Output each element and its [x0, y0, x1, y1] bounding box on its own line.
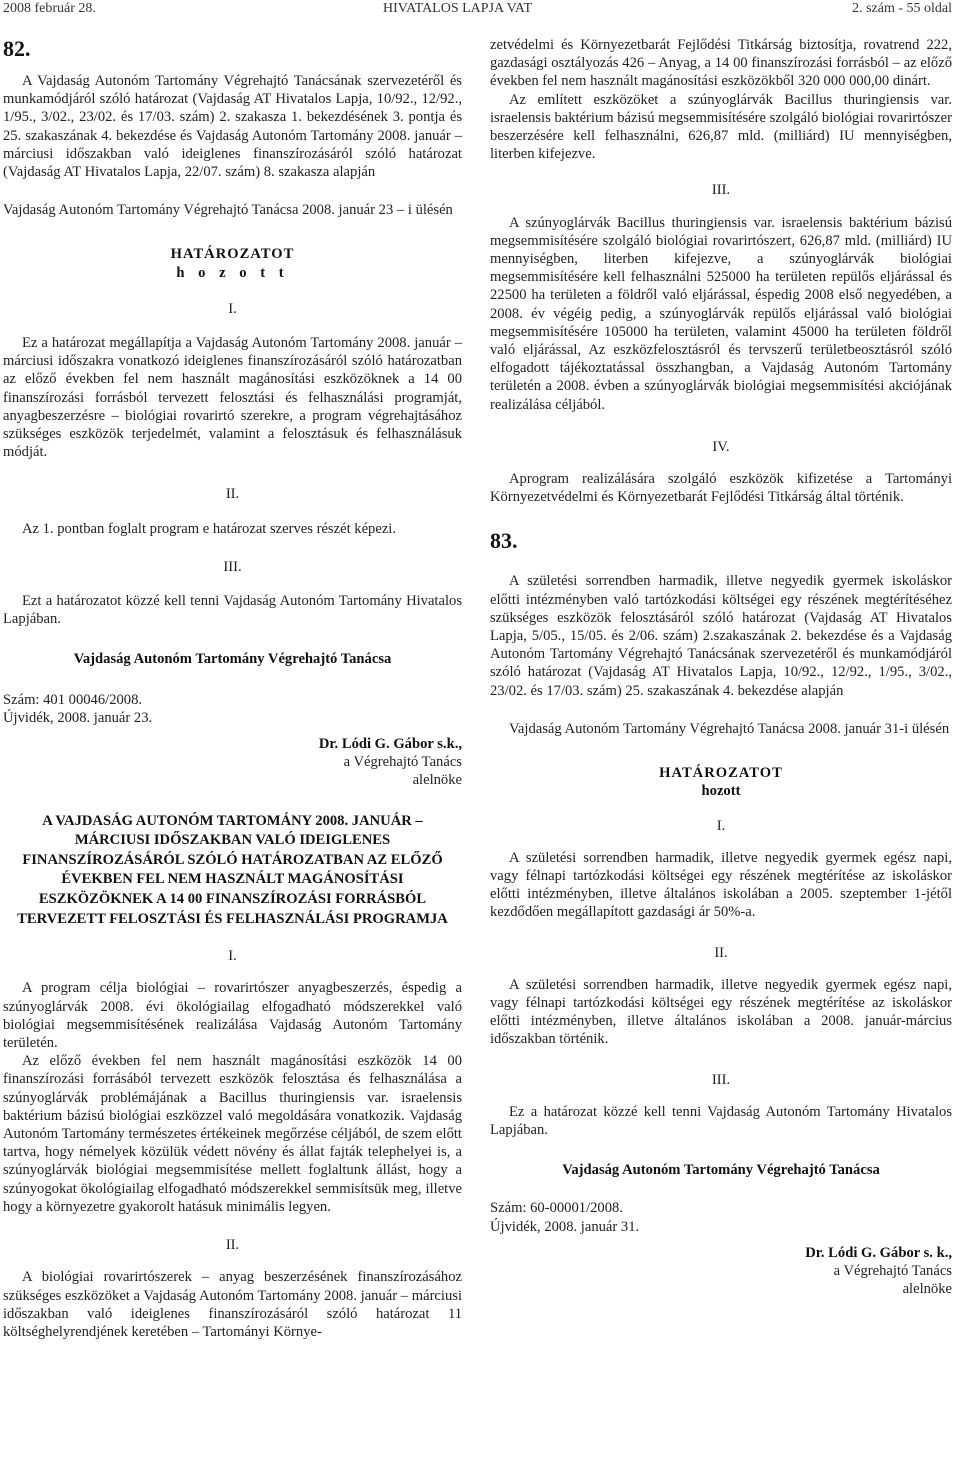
program-title: A VAJDASÁG AUTONÓM TARTOMÁNY 2008. JANUÁR – MÁRCIUSI IDŐSZAKBAN VALÓ IDEIGLENES FINANSZÍROZÁSÁRÓL SZÓLÓ HATÁROZATBAN AZ ELŐZŐ ÉVEKBEN FEL NEM HASZNÁLT MAGÁNOSÍTÁSI ESZKÖZÖKNEK A 14 00 FINANSZÍROZÁSI FORRÁSBÓL TERVEZETT FELOSZTÁSI ÉS FELHASZNÁLÁSI PROGRAMJA — [17, 812, 448, 927]
preamble-83: A születési sorrendben harmadik, illetve negyedik gyermek iskoláskor előtti intézményben való tartózkodási költségei egy részének megtérítéséhez szükséges eszközök felosztásáról szóló határozat (Vajdaság AT Hivatalos Lapja, 5/05., 15/05. és 2/06. szám) 2.szakaszának 2. bekezdése és a Vajdaság Autonóm Tartomány Végrehajtó Tanácsának szervezetéről és munkamódjáról szóló határozat (Vajdaság AT Hivatalos Lapja, 10/92., 12/92., 1/95., 3/02., 23/02. és 17/03. szám) 25. szakaszának 4. bekezdése alapján — [490, 573, 952, 699]
header-page-number: 2. szám - 55 oldal — [852, 1, 952, 16]
section-ii-text-83: A születési sorrendben harmadik, illetve negyedik gyermek egész napi, vagy félnapi tartózkodási költségei egy részének megtérítése az iskoláskor előtti intézményben, illetve általános iskolában a 2008. január-március időszakban történik. — [490, 976, 952, 1048]
signer-name-82: Dr. Lódi G. Gábor s.k., — [318, 736, 462, 753]
signer-role-82: a Végrehajtó Tanács — [343, 754, 462, 771]
program-section-ii: II. — [225, 1237, 240, 1254]
signer-name-83: Dr. Lódi G. Gábor s. k., — [805, 1244, 952, 1261]
section-i-83: I. — [716, 817, 726, 834]
section-i-82: I. — [228, 300, 237, 317]
signer-role2-83: alelnöke — [902, 1281, 952, 1298]
document-number-83: 83. — [490, 528, 518, 554]
decision-title-82: HATÁROZATOT — [170, 246, 295, 263]
section-ii-82: II. — [225, 486, 240, 503]
program-section-iii: III. — [711, 182, 731, 199]
ref-number-82: Szám: 401 00046/2008. — [3, 691, 143, 708]
decision-sub-83: hozott — [701, 783, 741, 800]
program-section-i: I. — [228, 948, 237, 965]
running-header — [0, 0, 960, 22]
section-i-text-82: Ez a határozat megállapítja a Vajdaság Autonóm Tartomány 2008. január – márciusi időszakra vonatkozó ideiglenes finanszírozásáról szóló határozatban az előző években fel nem használt magánosítási eszközöknek a 14 00 finanszírozási forrásból tervezett felosztási és felhasználási programját, anyagbeszerzésre – biológiai rovarirtó szerekre, a program végrehajtásához szükséges eszközök terjedelmét, valamint a felosztásuk és felhasználásuk módját. — [3, 335, 462, 461]
council-name-83: Vajdaság Autonóm Tartomány Végrehajtó Tanácsa — [562, 1162, 880, 1179]
header-journal-title: HIVATALOS LAPJA VAT — [383, 1, 533, 16]
signer-role-83: a Végrehajtó Tanács — [833, 1262, 952, 1279]
program-section-iii-text: A szúnyoglárvák Bacillus thuringiensis var. israelensis baktérium bázisú megsemmisítésére szolgáló biológiai rovarirtószert, 626,87 mld. (milliárd) IU mennyiségben, literben kifejezve, a szúnyoglárvák biológiai megsemmisítésére kell felhasználni 525000 ha területen repülős eljárással és 22500 ha területen a földről való eljárással, éspedig 2008 első negyedében, a 2008. év végéig pedig, a szúnyoglárvák repülős eljárással való biológiai megsemmisítésére 105000 ha területen, valamint 45000 ha területen földről való eljárással, Az eszközfelosztásról és tervszerű területbeosztásról szóló elfogadott tájékoztatással összhangban, a Vajdaság Autonóm Tartomány területén a 2008. évben a szúnyoglárvák biológiai megsemmisítési akciójának realizálása céljából. — [490, 214, 952, 413]
document-number-82: 82. — [3, 36, 31, 61]
preamble-82: A Vajdaság Autonóm Tartomány Végrehajtó Tanácsának szervezetéről és munkamódjáról szóló határozat (Vajdaság AT Hivatalos Lapja, 10/92., 12/92., 1/95., 3/02., 23/02. és 17/03. szám) 2. szakasza 1. bekezdésének 3. pontja és 25. szakaszának 4. bekezdése és Vajdaság Autonóm Tartomány 2008. január – márciusi időszakban való ideiglenes finanszírozásáról szóló határozat (Vajdaság AT Hivatalos Lapja, 22/07. szám) 8. szakasza alapján — [3, 73, 462, 181]
section-ii-83: II. — [714, 944, 728, 961]
ref-number-83: Szám: 60-00001/2008. — [490, 1200, 623, 1217]
program-section-ii-text-continued: zetvédelmi és Környezetbarát Fejlődési Titkárság biztosítja, rovatrend 222, gazdasági osztályozás 426 – Anyag, a 14 00 finanszírozási forrásból – az előző években fel nem használt magánosítási eszközökből 320 000 000,00 dinárt. — [490, 37, 952, 90]
decision-sub-82: h o z o t t — [176, 264, 289, 281]
section-ii-text-82: Az 1. pontban foglalt program e határozat szerves részét képezi. — [22, 520, 397, 537]
program-section-ii-text2: Az említett eszközöket a szúnyoglárvák Bacillus thuringiensis var. israelensis baktérium bázisú megsemmisítésére szolgáló biológiai rovarirtószer beszerzésére kell felhasználni, 626,87 mld. (milliárd) IU mennyiségben, literben kifejezve. — [490, 91, 952, 163]
section-iii-83: III. — [711, 1071, 731, 1088]
right-column — [490, 36, 952, 1298]
program-section-iv-text: Aprogram realizálására szolgáló eszközök kifizetése a Tartományi Környezetvédelmi és Környezetbarát Fejlődési Titkárság által történik. — [490, 471, 952, 506]
section-iii-82: III. — [223, 558, 242, 575]
ref-place-82: Újvidék, 2008. január 23. — [3, 709, 153, 726]
decision-title-83: HATÁROZATOT — [659, 765, 783, 782]
section-i-text-83: A születési sorrendben harmadik, illetve negyedik gyermek egész napi, vagy félnapi tartózkodási költségei egy részének megtérítése az iskoláskor előtti intézményben, illetve általános iskolában a 2005. szeptember 1-jétől kezdődően megállapított gazdasági ár 50%-a. — [490, 849, 952, 921]
program-section-i-text2: Az előző években fel nem használt magánosítási eszközök 14 00 finanszírozási forrásából tervezett eszközök felosztása és felhasználása a szúnyoglárvák problémájának a Bacillus thuringiensis var. israelensis baktérium bázisú biológiai eszközzel való megoldására vonatkozik. Vajdaság Autonóm Tartomány természetes értékeinek megőrzése céljából, de szem előtt tartva, hogy némelyek közülük védett növény és állat fajták telephelyei is, a szúnyoglárvák biológiai megsemmisítése mellett foglaltunk állást, hogy a szúnyogokat ökológiailag elfogadható módszerekkel semmisítsük meg, illetve hogy a környezetre gyakorolt hatásuk minimális legyen. — [3, 1053, 462, 1215]
header-date: 2008 február 28. — [3, 1, 96, 16]
program-section-ii-text: A biológiai rovarirtószerek – anyag beszerzésének finanszírozásához szükséges eszközöket a Vajdaság Autonóm Tartomány 2008. január – márciusi időszakban való ideiglenes finanszírozásáról szóló határozat 11 költséghelyrendjének keretében – Tartományi Környe- — [3, 1269, 462, 1340]
session-line-82: Vajdaság Autonóm Tartomány Végrehajtó Tanácsa 2008. január 23 – i ülésén — [3, 202, 453, 219]
signer-role2-82: alelnöke — [412, 772, 462, 789]
left-column — [3, 36, 462, 1341]
session-line-83: Vajdaság Autonóm Tartomány Végrehajtó Tanácsa 2008. január 31-i ülésén — [509, 720, 950, 737]
program-section-iv: IV. — [712, 438, 730, 455]
section-iii-text-82: Ezt a határozatot közzé kell tenni Vajdaság Autonóm Tartomány Hivatalos Lapjában. — [3, 593, 462, 628]
program-section-i-text: A program célja biológiai – rovarirtószer anyagbeszerzés, éspedig a szúnyoglárvák 2008. évi ökológiailag elfogadható módszerekkel való biológiai megsemmisítésének realizálása Vajdaság Autonóm Tartomány területén. — [3, 980, 462, 1052]
council-name-82: Vajdaság Autonóm Tartomány Végrehajtó Tanácsa — [73, 651, 392, 668]
ref-place-83: Újvidék, 2008. január 31. — [490, 1218, 640, 1235]
section-iii-text-83: Ez a határozat közzé kell tenni Vajdaság Autonóm Tartomány Hivatalos Lapjában. — [490, 1103, 952, 1138]
